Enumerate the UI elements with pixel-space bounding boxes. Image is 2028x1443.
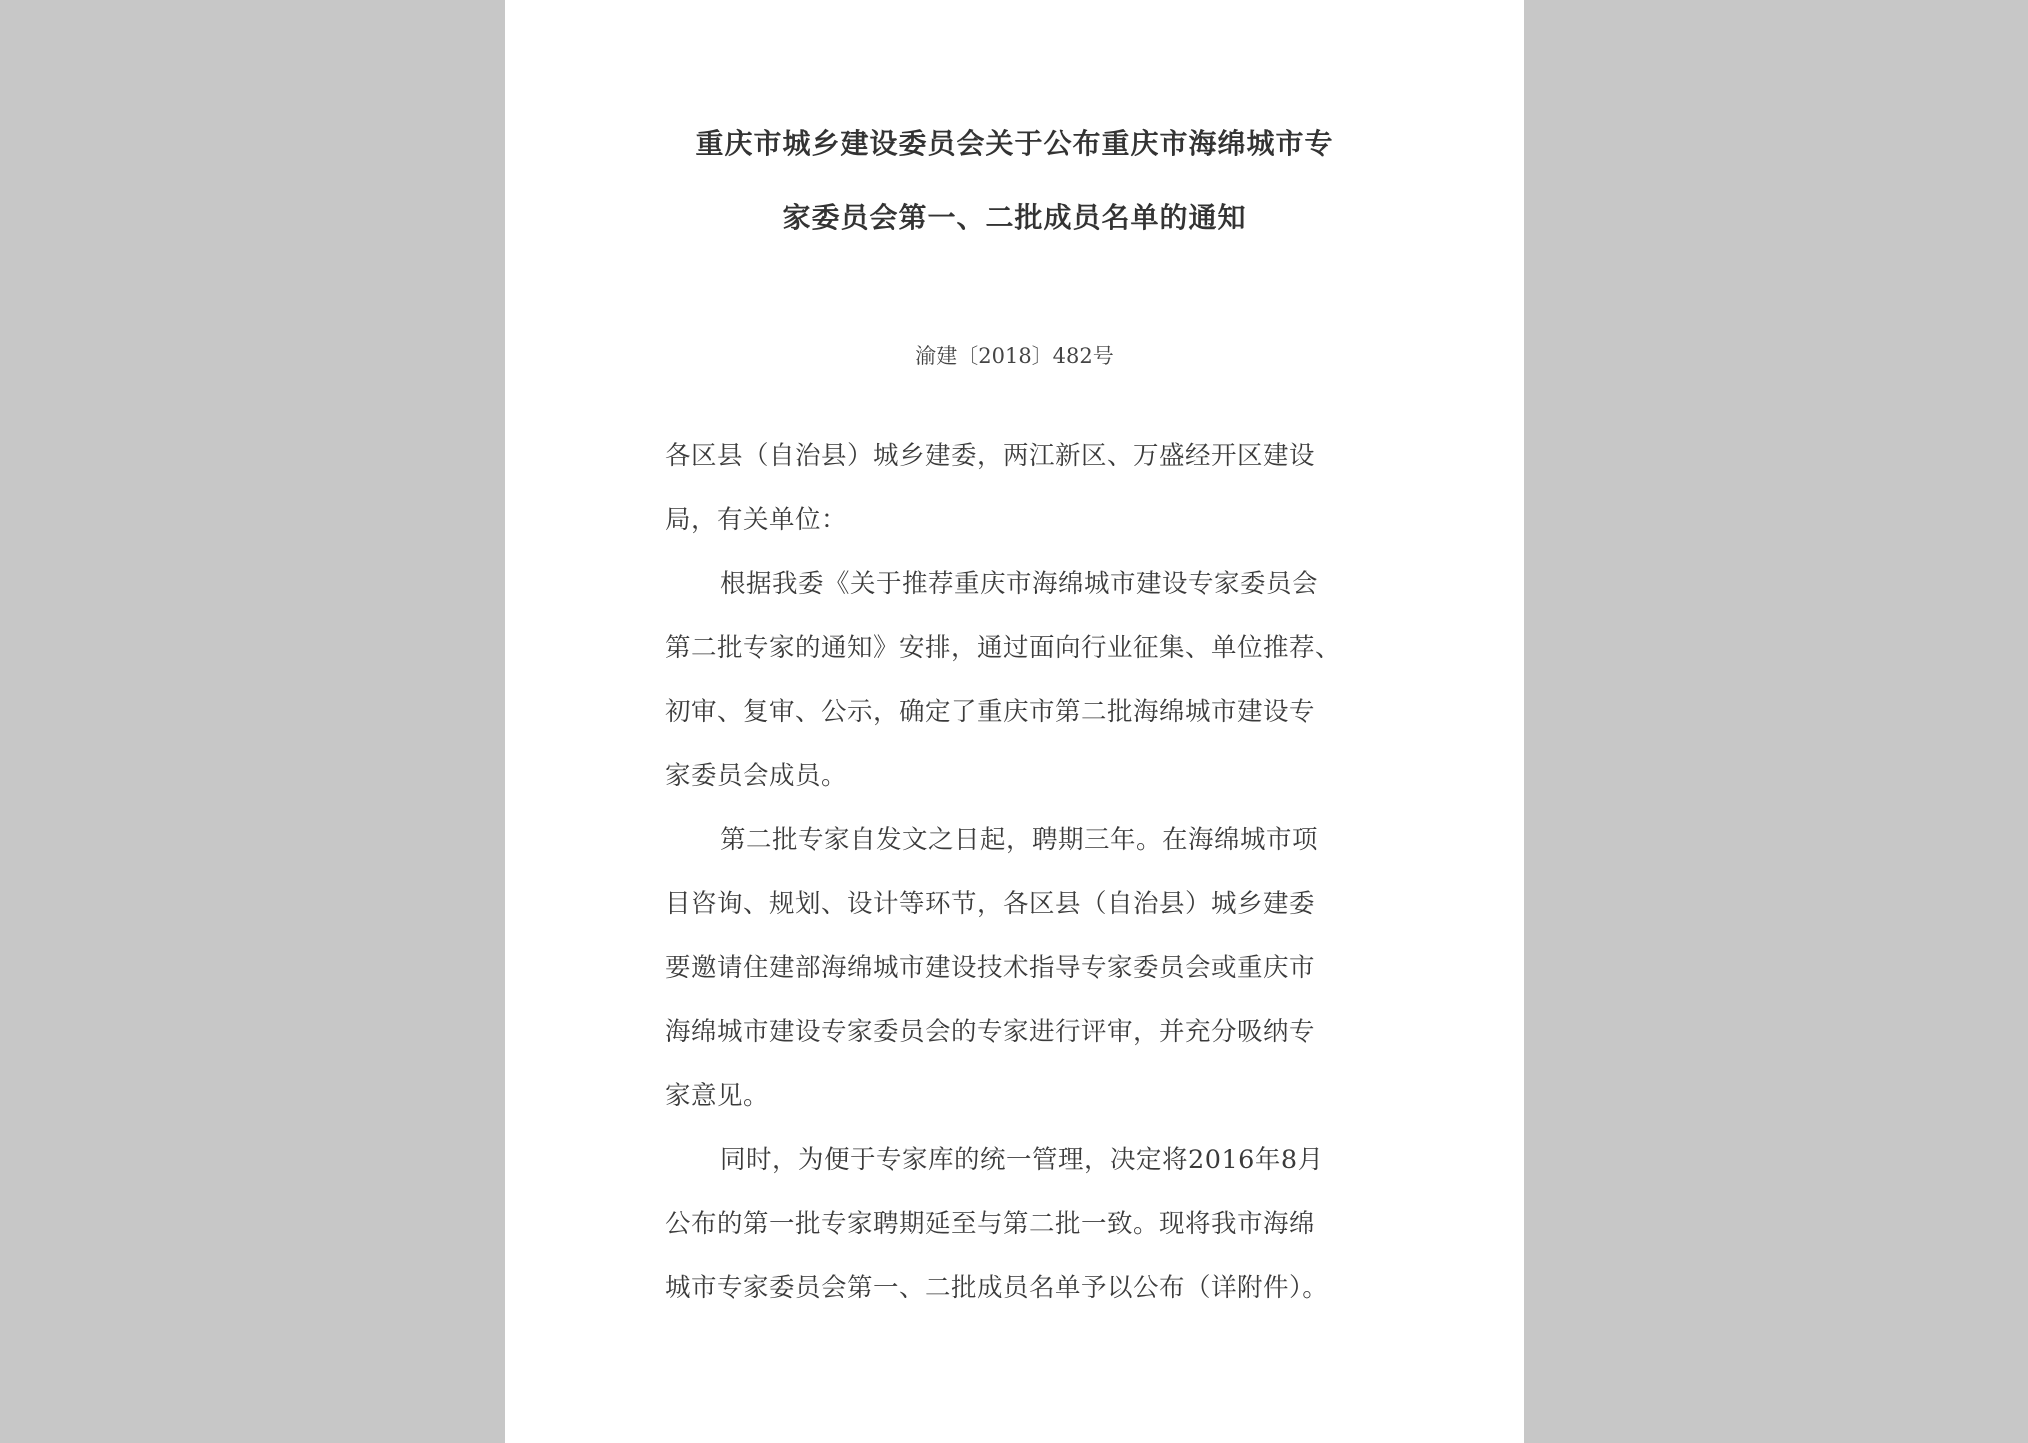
paragraph-2-line-4: 海绵城市建设专家委员会的专家进行评审，并充分吸纳专 xyxy=(665,1017,1316,1047)
paragraph-3-line-1: 同时，为便于专家库的统一管理，决定将2016年8月 xyxy=(720,1145,1324,1175)
paragraph-1-line-4: 家委员会成员。 xyxy=(665,761,848,791)
paragraph-1-line-1: 根据我委《关于推荐重庆市海绵城市建设专家委员会 xyxy=(720,569,1319,599)
recipient-line-2: 局，有关单位： xyxy=(665,505,848,535)
document-number: 渝建〔2018〕482号 xyxy=(915,344,1114,368)
paragraph-1-line-3: 初审、复审、公示，确定了重庆市第二批海绵城市建设专 xyxy=(665,697,1316,727)
recipient-line-1: 各区县（自治县）城乡建委，两江新区、万盛经开区建设 xyxy=(665,441,1316,471)
paragraph-2-line-5: 家意见。 xyxy=(665,1081,770,1111)
document-page xyxy=(505,0,1524,1443)
paragraph-2-line-1: 第二批专家自发文之日起，聘期三年。在海绵城市项 xyxy=(720,825,1319,855)
paragraph-2-line-3: 要邀请住建部海绵城市建设技术指导专家委员会或重庆市 xyxy=(665,953,1316,983)
paragraph-3-line-2: 公布的第一批专家聘期延至与第二批一致。现将我市海绵 xyxy=(665,1209,1316,1239)
paragraph-1-line-2: 第二批专家的通知》安排，通过面向行业征集、单位推荐、 xyxy=(665,633,1342,663)
paragraph-3-line-3: 城市专家委员会第一、二批成员名单予以公布（详附件）。 xyxy=(665,1273,1329,1303)
paragraph-2-line-2: 目咨询、规划、设计等环节，各区县（自治县）城乡建委 xyxy=(665,889,1316,919)
document-title-line-1: 重庆市城乡建设委员会关于公布重庆市海绵城市专 xyxy=(695,127,1334,160)
document-title-line-2: 家委员会第一、二批成员名单的通知 xyxy=(782,201,1247,234)
